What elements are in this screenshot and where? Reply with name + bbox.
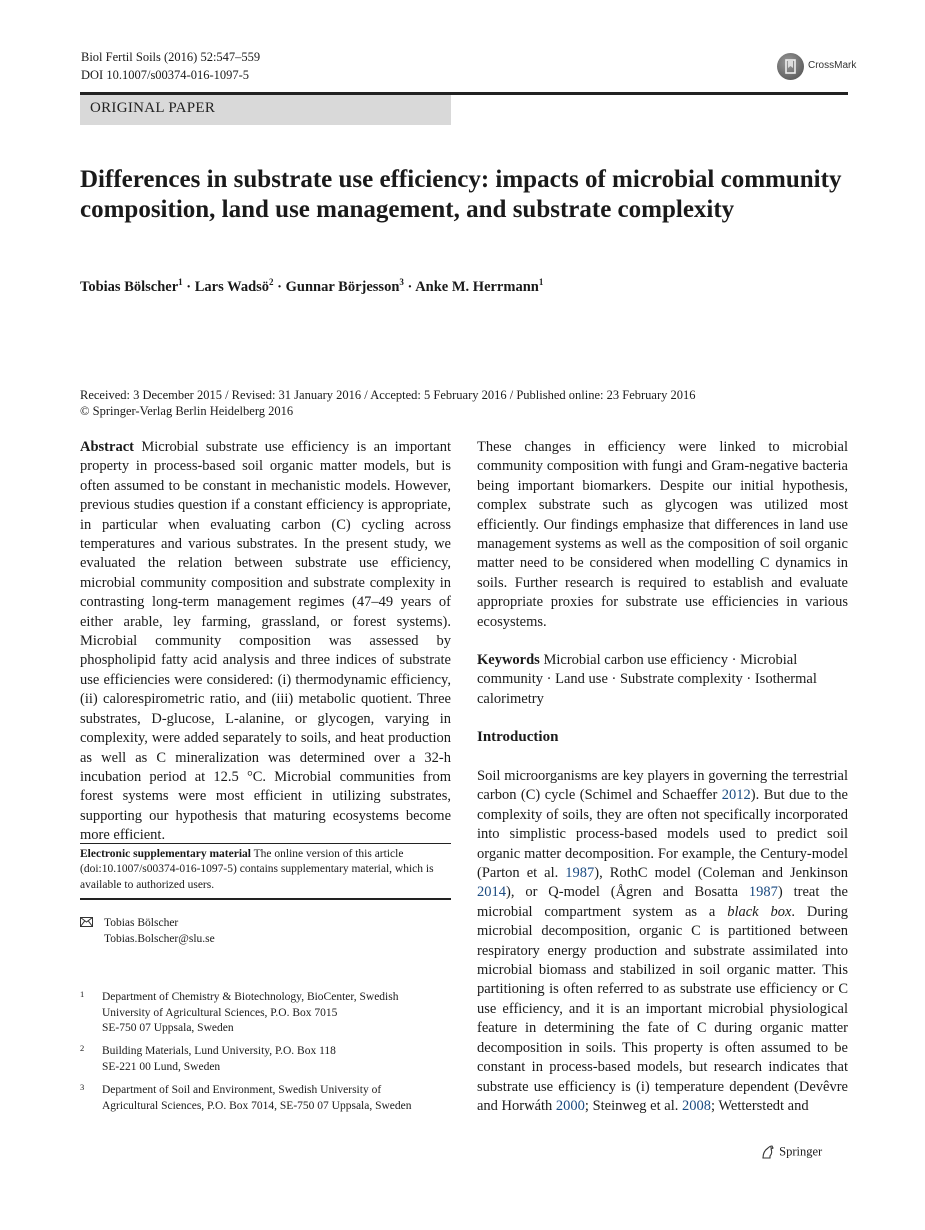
esm-text[interactable]: The online version of this article (doi:10.1007/s00374-016-1097-5) contains supplementary material, which is available to authorized users. [80,848,434,891]
contact-email[interactable]: Tobias.Bolscher@slu.se [104,933,215,945]
crossmark-label: CrossMark [808,60,857,71]
contact-name: Tobias Bölscher [104,917,179,929]
affiliation-line: Building Materials, Lund University, P.O. Box 118 [102,1045,336,1057]
envelope-icon [80,917,93,927]
citation-link[interactable]: 2014 [477,884,506,901]
abstract-text-continued: These changes in efficiency were linked to microbial community composition with fungi and Gram-negative bacteria being important biomarkers. Despite our initial hypothesis, complex substrate such as glycogen was utilized most efficiently. Our findings emphasize that differences in land use management systems as well as the composition of soil organic matter need to be considered when modelling C dynamics in soils. Further research is required to establish and evaluate appropriate proxies for substrate use efficiencies in various ecosystems. [477,439,848,630]
affiliation-line: Agricultural Sciences, P.O. Box 7014, SE-750 07 Uppsala, Sweden [102,1099,412,1112]
paper-type-banner: ORIGINAL PAPER [80,95,451,125]
author-name[interactable]: Anke M. Herrmann [415,279,539,295]
esm-label: Electronic supplementary material [80,848,251,860]
springer-horse-icon [760,1144,776,1160]
publisher-logo [760,1144,822,1162]
publication-dates [80,387,860,419]
citation-link[interactable]: 2008 [681,1097,711,1114]
intro-text: ). But due to the complexity of soils, they are often not specifically incorporated into simplistic process-based models used to predict soil organic matter decomposition. For example, the Century-model (Parton et al. [477,787,848,882]
intro-text: ), or Q-model (Ågren and Bosatta [506,884,749,901]
keywords-text: Microbial carbon use efficiency · Microbial community · Land use · Substrate complexity · Isothermal calorimetry [477,652,817,707]
affiliation-number: 2 [80,1043,85,1053]
author-name[interactable]: Tobias Bölscher [80,279,179,295]
supplementary-material-note [80,847,451,893]
citation-link[interactable]: 1987 [565,865,595,882]
intro-text: ) treat the microbial compartment system as a [477,884,848,920]
doi-line[interactable]: DOI 10.1007/s00374-016-1097-5 [81,68,250,82]
affiliation-number: 3 [80,1082,85,1092]
intro-text: ), RothC model (Coleman and Jenkinson [594,865,848,882]
author-name[interactable]: Gunnar Börjesson [285,279,400,295]
history-dates: Received: 3 December 2015 / Revised: 31 January 2016 / Accepted: 5 February 2016 / Published online: 23 February 2016 [80,388,696,402]
affiliation-line: University of Agricultural Sciences, P.O. Box 7015 [102,1006,338,1019]
citation-link[interactable]: 1987 [748,884,778,901]
affiliation-line: Department of Chemistry & Biotechnology, BioCenter, Swedish [102,991,399,1003]
introduction-paragraph [477,767,848,1116]
affiliation-line: SE-750 07 Uppsala, Sweden [102,1022,234,1034]
intro-emphasis: black box [727,903,792,920]
intro-text: ; Wetterstedt and [710,1097,809,1114]
author-separator: · [186,279,192,295]
author-affiliation-mark: 1 [178,277,183,287]
intro-text: Soil microorganisms are key players in governing the terrestrial carbon (C) cycle (Schimel and Schaeffer [477,768,848,804]
author-list [80,277,850,296]
intro-text: . During microbial decomposition, organic C is partitioned between respiratory energy production and substrate assimilated into microbial biomass and stabilized in soil organic matter. This partitioning is often referred to as substrate use efficiency or C use efficiency, and it is an important microbial physiological feature in determining the fate of C during organic matter decomposition in soils. This property is often assumed to be constant in process-based models, but research indicates that substrate use efficiency is (i) temperature dependent (Devêvre and Horwáth [477,903,848,1114]
author-separator: · [407,279,413,295]
abstract-text: Microbial substrate use efficiency is an important property in process-based soil organic matter models, but is often assumed to be constant in mechanistic models. However, previous studies question if a constant efficiency is appropriate, in particular when evaluating carbon (C) cycling across temperatures and various substrates. In the present study, we evaluated the relation between substrate use efficiency, microbial community composition and substrate complexity in contrasting long-term management regimes (47–49 years of either arable, ley farming, grassland, or forest systems). Microbial community composition was assessed by phospholipid fatty acid analysis and three indices of substrate use efficiencies were considered: (i) thermodynamic efficiency, (ii) calorespirometric ratio, and (iii) metabolic quotient. Three substrates, D-glucose, L-alanine, or glycogen, varying in complexity, were added separately to soils, and heat production as well as C mineralization was determined over a 32-h incubation period at 12.5 °C. Microbial communities from forest systems were most efficient in utilizing substrates, supporting our hypothesis that maturing ecosystems become more efficient. [80,439,452,844]
article-title: Differences in substrate use efficiency: impacts of microbial community composition, land use management, and substrate complexity [80,166,842,223]
keywords-paragraph [477,651,848,709]
citation-link[interactable]: 2000 [555,1097,585,1114]
esm-rule-bottom [80,898,451,900]
introduction-body [477,767,848,1116]
copyright-line: © Springer-Verlag Berlin Heidelberg 2016 [80,404,294,418]
crossmark-icon [777,53,804,80]
affiliation-line: SE-221 00 Lund, Sweden [102,1060,221,1073]
esm-rule-top [80,843,451,844]
author-affiliation-mark: 2 [269,277,274,287]
intro-text: ; Steinweg et al. [584,1097,682,1114]
abstract-section [80,438,451,846]
keywords-label: Keywords [477,652,540,669]
citation-link[interactable]: 2012 [721,787,751,804]
publisher-name: Springer [779,1144,823,1159]
author-separator: · [277,279,283,295]
author-affiliation-mark: 1 [538,277,544,287]
author-name[interactable]: Lars Wadsö [194,279,270,295]
abstract-continuation [477,438,848,709]
abstract-label: Abstract [80,439,134,455]
affiliation-line: Department of Soil and Environment, Swedish University of [102,1084,382,1096]
affiliation-number: 1 [80,989,85,999]
abstract-paragraph [80,438,451,846]
introduction-heading: Introduction [477,729,559,745]
author-affiliation-mark: 3 [399,277,404,287]
crossmark-badge[interactable] [777,52,897,82]
journal-citation: Biol Fertil Soils (2016) 52:547–559 [81,50,261,64]
